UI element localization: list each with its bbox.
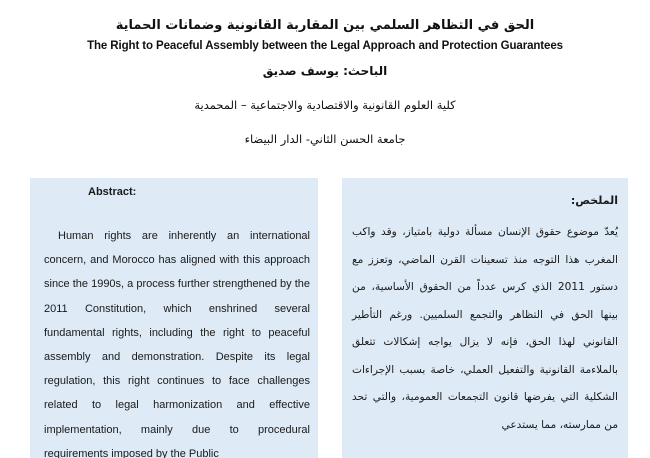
affiliation-university: جامعة الحسن الثاني- الدار البيضاء	[244, 132, 406, 146]
abstract-arabic-heading: الملخص:	[570, 194, 618, 207]
abstract-arabic-box	[342, 178, 628, 458]
paper-title-english: The Right to Peaceful Assembly between the Legal Approach and Protection Guarantees	[87, 40, 563, 52]
abstract-english-box	[30, 178, 318, 458]
paper-title-arabic: الحق في التظاهر السلمي بين المقاربة القانونية وضمانات الحماية	[115, 18, 535, 33]
abstract-english-body: Human rights are inherently an international concern, and Morocco has aligned with this approach since the 1990s, a process further strengthened by the 2011 Constitution, which enshrined several fundamental rights, including the right to peaceful assembly and demonstration. Despite its legal regulation, this right continues to face challenges related to legal harmonization and effective implementation, mainly due to procedural requirements imposed by the Public	[44, 230, 310, 458]
abstract-arabic-body: يُعدّ موضوع حقوق الإنسان مسألة دولية بامتياز، وقد واكب المغرب هذا التوجه منذ تسعينات القرن الماضي، وتعزز مع دستور 2011 الذي كرس عدداً من الحقوق الأساسية، من بينها الحق في التظاهر والتجمع السلميين. ورغم التأطير القانوني لهذا الحق، فإنه لا يزال يواجه إشكالات تتعلق بالملاءمة القانونية والتفعيل العملي، خاصة بسبب الإجراءات الشكلية التي يفرضها قانون التجمعات العمومية، والتي تحد من ممارسته، مما يستدعي	[352, 226, 618, 431]
abstract-english-heading: Abstract:	[88, 186, 137, 198]
affiliation-faculty: كلية العلوم القانونية والاقتصادية والاجتماعية – المحمدية	[194, 98, 456, 112]
author-name: الباحث: يوسف صديق	[262, 64, 388, 78]
